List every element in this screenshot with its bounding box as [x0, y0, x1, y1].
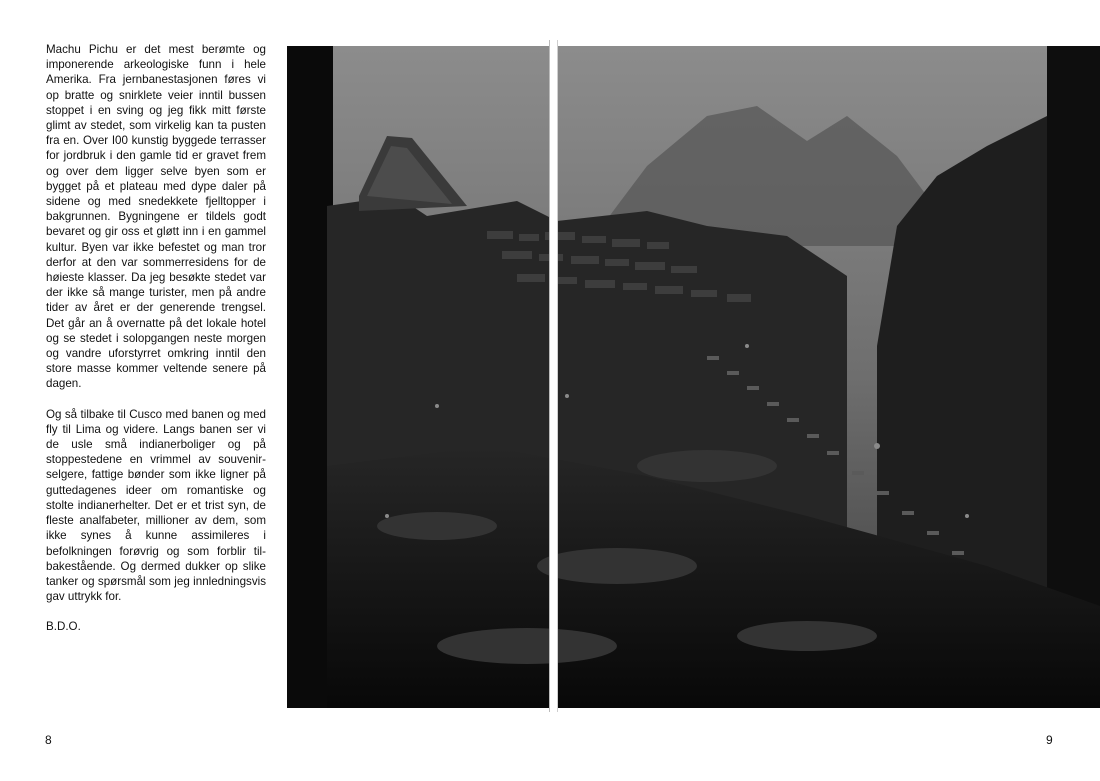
page-number-right: 9 [1046, 733, 1053, 747]
photo-illustration [287, 46, 1100, 708]
page-spread-gutter [549, 40, 558, 712]
author-signature: B.D.O. [46, 620, 81, 634]
article-text-column [46, 42, 266, 650]
page-number-left: 8 [45, 733, 52, 747]
article-paragraph-2: Og så tilbake til Cusco med banen og med fly til Lima og videre. Langs banen ser vi de usle små indianerboliger og på stoppestedene en vrimmel av souvenirselgere, fattige bønder som ikke ligner på guttedagenes ideer om romantiske og stolte indianerhelter. Det er et trist syn, de fleste analfabeter, millioner av dem, som ikke synes å kunne assimileres i befolkningen forøvrig og som forblir tilbakestående. Og dermed dukker op slike tanker og spørsmål som jeg innledningsvis gav uttrykk for. [46, 407, 266, 604]
article-paragraph-1: Machu Pichu er det mest berømte og imponerende arkeologiske funn i hele Amerika. Fra jernbanestasjonen føres vi op bratte og snirklete veier inntil bussen stoppet i en sving og jeg fikk mitt første glimt av stedet, som virkelig kan ta pusten fra en. Over I00 kunstig byggede terrasser for jordbruk i den gamle tid er gravet frem og over dem ligger selve byen som er bygget på et plateau med dype daler på sidene og med snedekkete fjelltopper i bakgrunnen. Bygningene er tildels godt bevaret og gir oss et gløtt inn i en gammel kultur. Byen var ikke befestet og man tror derfor at den var sommerresidens for de høieste klasser. Da jeg besøkte stedet var der ikke så mange turister, men på andre tider av året er der generende trengsel. Det går an å overnatte på det lokale hotel og se stedet i solopgangen neste morgen og vandre uforstyrret omkring inntil den store masse kommer veltende senere på dagen. [46, 43, 266, 391]
machu-picchu-photo [287, 46, 1100, 708]
